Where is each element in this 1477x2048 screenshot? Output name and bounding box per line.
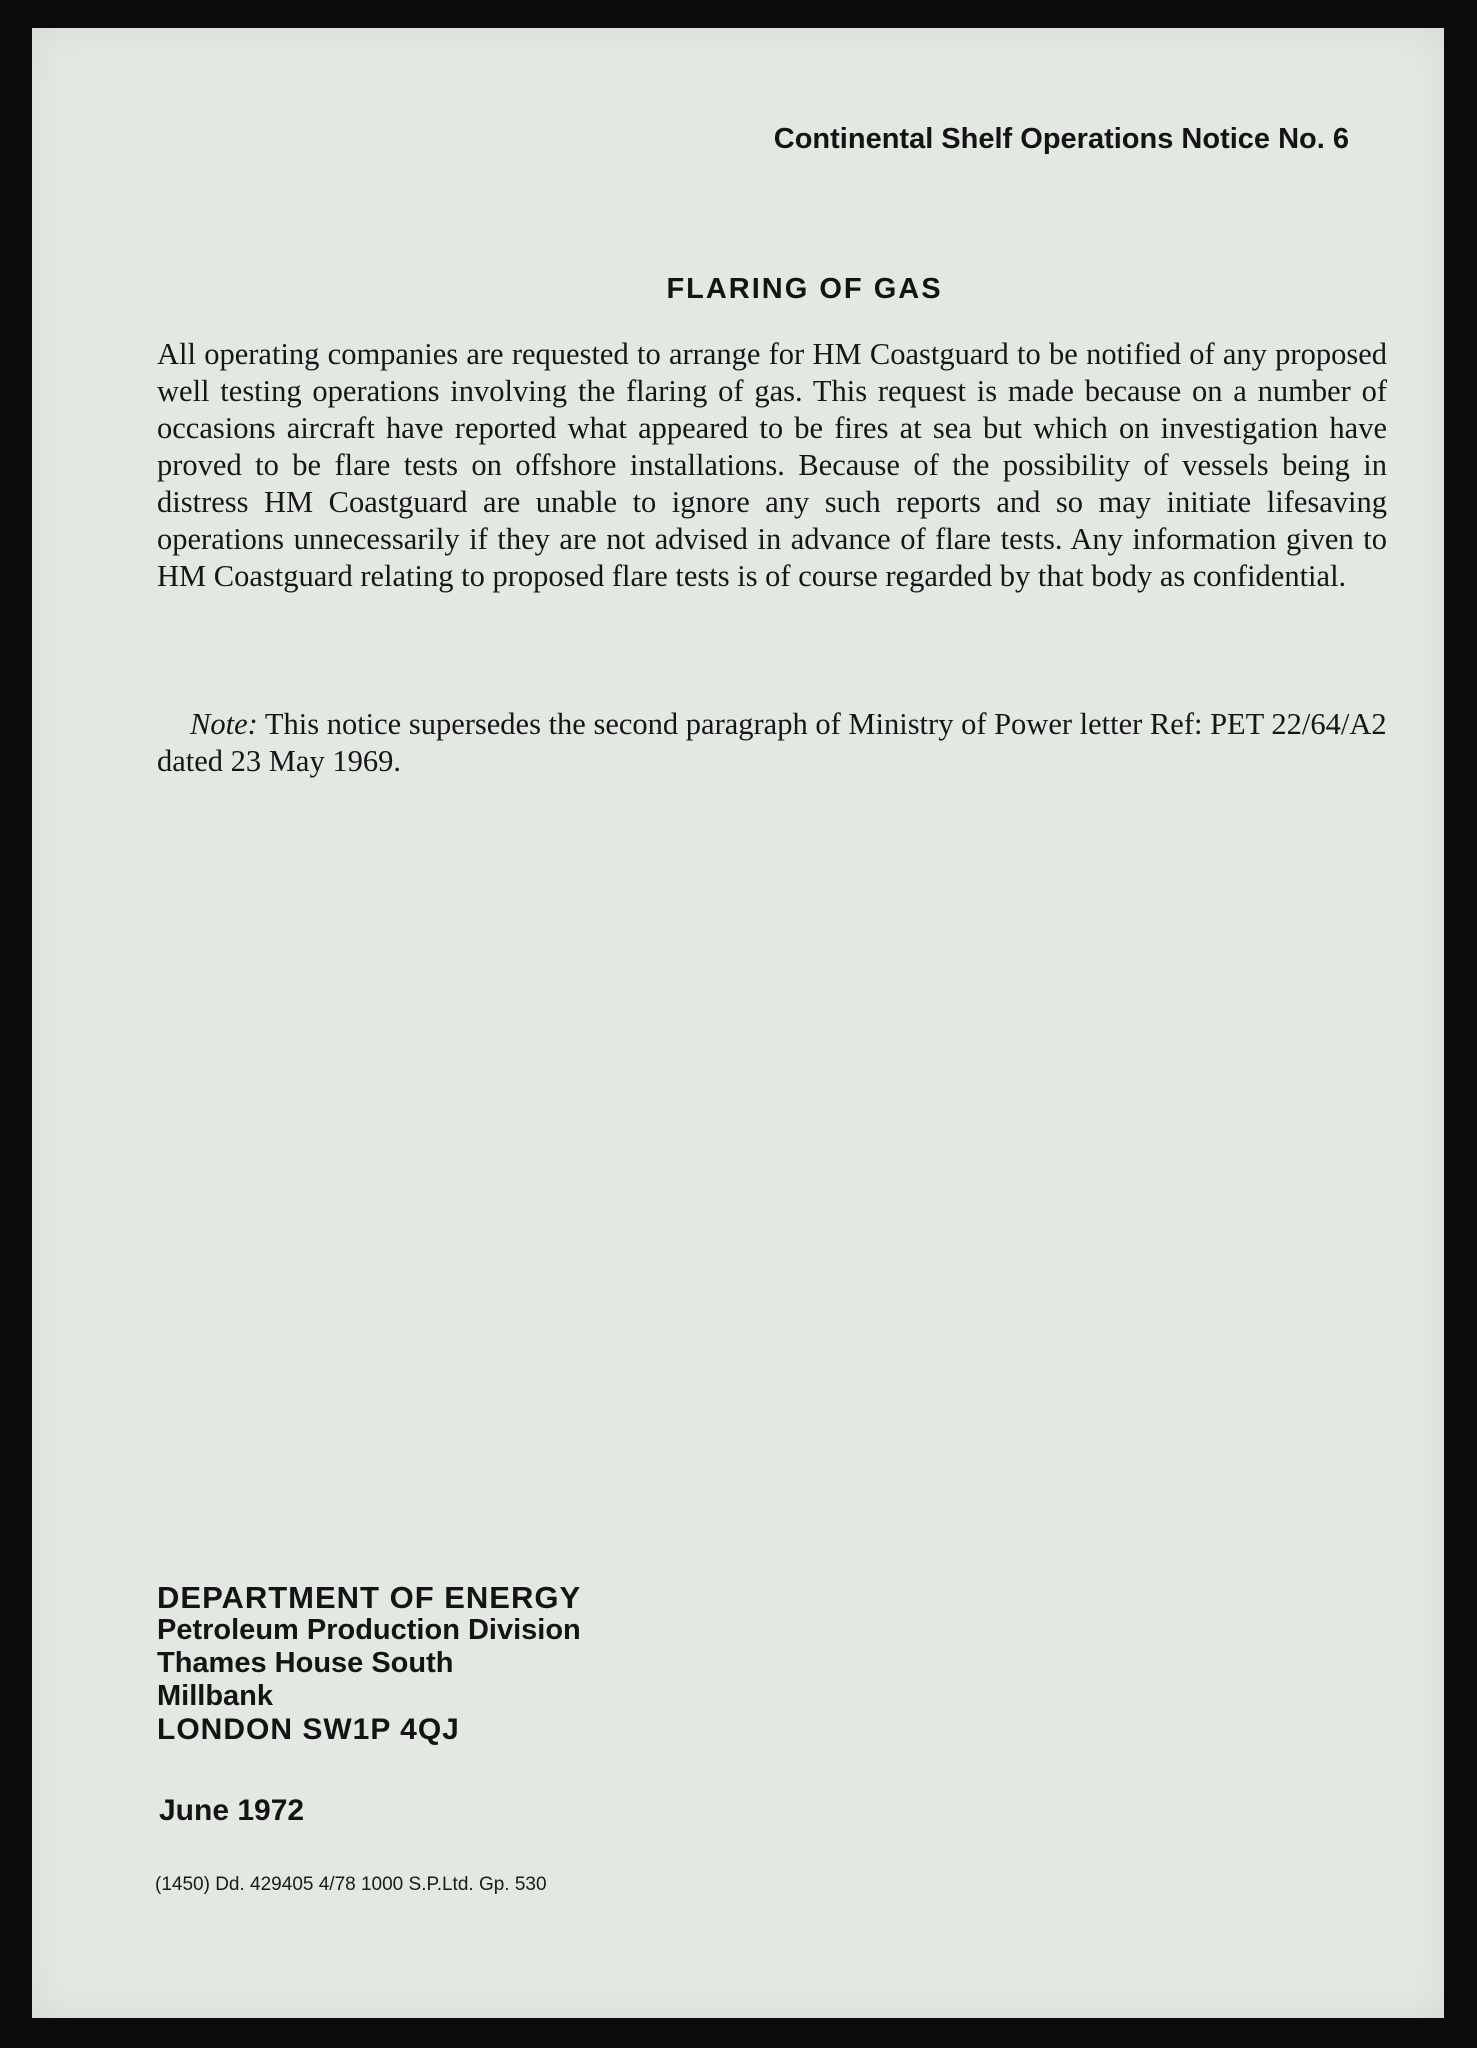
- notice-number: Continental Shelf Operations Notice No. 6: [773, 123, 1349, 155]
- building-name: Thames House South: [157, 1647, 454, 1679]
- print-reference: (1450) Dd. 429405 4/78 1000 S.P.Ltd. Gp. 530: [155, 1874, 547, 1895]
- city-postcode: LONDON SW1P 4QJ: [157, 1713, 460, 1746]
- note-paragraph: [157, 706, 1387, 780]
- note-text: This notice supersedes the second paragraph of Ministry of Power letter Ref: PET 22/64/A2 dated 23 May 1969.: [157, 707, 1387, 778]
- street-name: Millbank: [157, 1680, 274, 1712]
- issue-date: June 1972: [159, 1794, 305, 1827]
- department-name: DEPARTMENT OF ENERGY: [157, 1580, 582, 1615]
- note-label: Note:: [190, 707, 258, 741]
- document-page: [32, 28, 1444, 2018]
- body-paragraph: All operating companies are requested to arrange for HM Coastguard to be notified of any proposed well testing operations involving the flaring of gas. This request is made because on a number of occasions aircraft have reported what appeared to be fires at sea but which on investigation have proved to be flare tests on offshore installations. Because of the possibility of vessels being in distress HM Coastguard are unable to ignore any such reports and so may initiate lifesaving operations unnecessarily if they are not advised in advance of flare tests. Any information given to HM Coastguard relating to proposed flare tests is of course regarded by that body as confidential.: [157, 337, 1387, 593]
- issuer-address: [157, 1581, 581, 1746]
- document-title: FLARING OF GAS: [666, 273, 943, 305]
- division-name: Petroleum Production Division: [157, 1614, 581, 1646]
